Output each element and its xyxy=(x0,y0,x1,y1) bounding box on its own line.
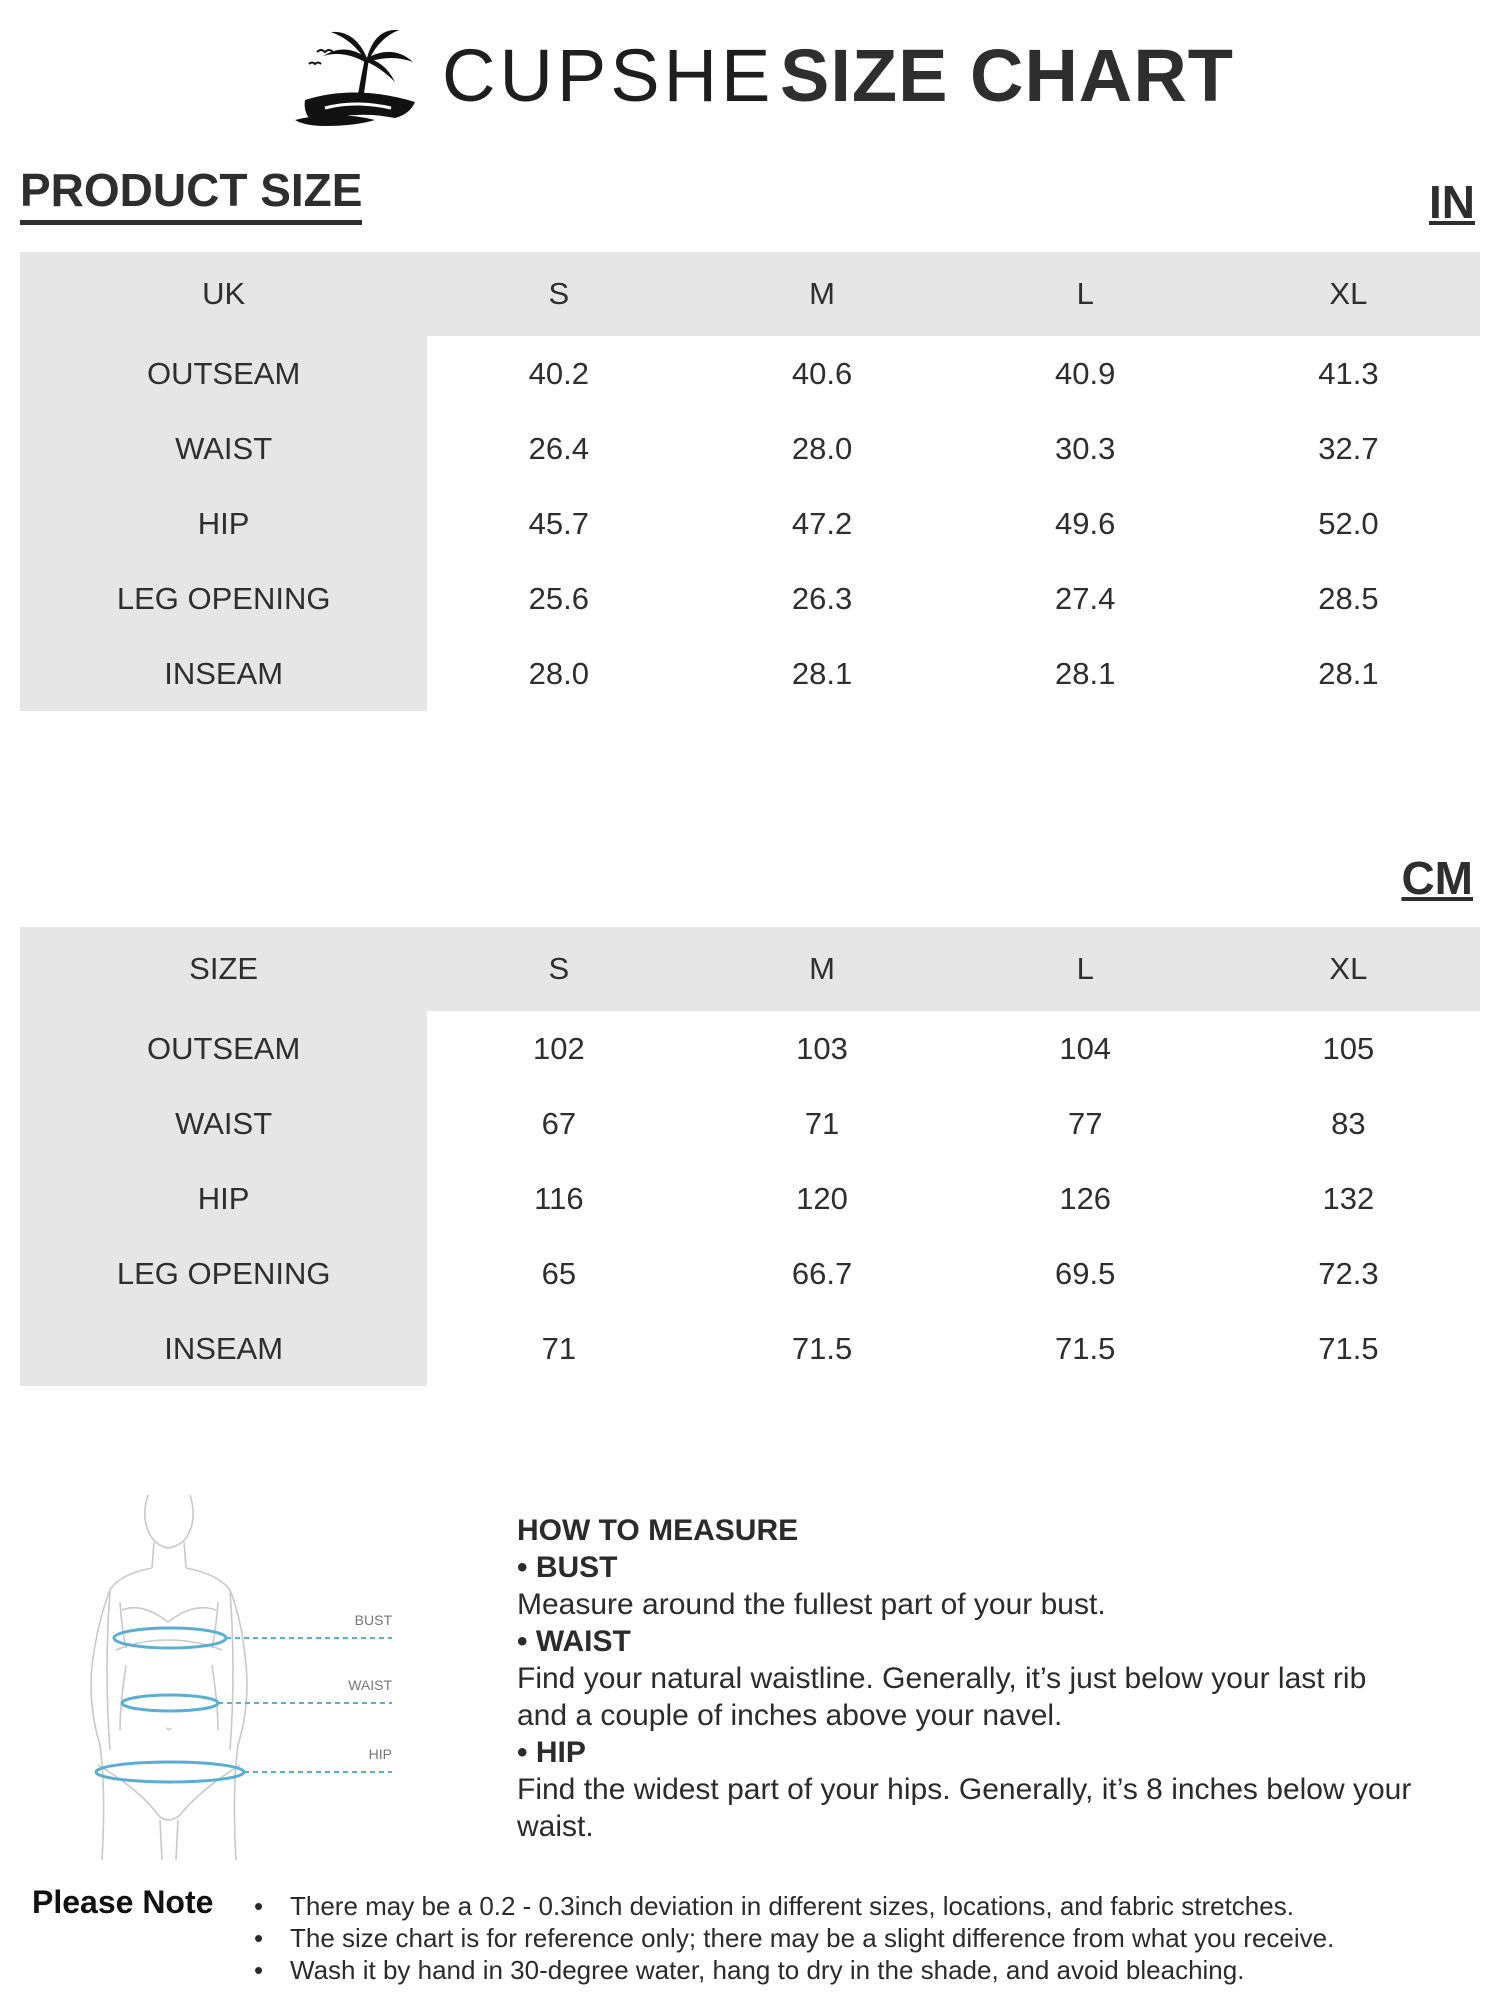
notes-list xyxy=(250,1890,1334,1986)
table-cell: 72.3 xyxy=(1318,1255,1379,1291)
measure-heading-waist: • WAIST xyxy=(517,1625,631,1658)
table-row xyxy=(20,561,1480,636)
measure-heading-hip: • HIP xyxy=(517,1736,586,1769)
table-cell: 116 xyxy=(534,1180,584,1216)
table-cell: 45.7 xyxy=(528,505,590,541)
table-row xyxy=(20,411,1480,486)
palm-island-logo-icon xyxy=(295,22,425,128)
how-to-measure-section xyxy=(517,1512,1417,1845)
table-cell: 28.5 xyxy=(1318,580,1379,616)
measure-text-waist: Find your natural waistline. Generally, it’s just below your last rib and a couple of inches above your navel. xyxy=(517,1662,1367,1732)
table-cell: 26.3 xyxy=(791,580,853,616)
column-header: M xyxy=(690,252,953,336)
table-cell: 30.3 xyxy=(1055,430,1116,466)
table-cell: 104 xyxy=(1059,1030,1112,1066)
table-cell: 71 xyxy=(541,1330,577,1366)
measure-text-hip: Find the widest part of your hips. Generally, it’s 8 inches below your waist. xyxy=(517,1773,1412,1843)
table-row xyxy=(20,1086,1480,1161)
table-cell: 132 xyxy=(1322,1180,1375,1216)
row-label: WAIST xyxy=(20,1086,427,1161)
table-cell: 120 xyxy=(796,1180,848,1216)
table-cell: 71.5 xyxy=(791,1330,853,1366)
size-table-inches xyxy=(20,252,1480,711)
table-cell: 28.0 xyxy=(791,430,853,466)
table-row xyxy=(20,1236,1480,1311)
column-header: XL xyxy=(1217,927,1480,1011)
page-title: SIZE CHART xyxy=(780,34,1234,117)
column-header: L xyxy=(954,927,1217,1011)
table-cell: 52.0 xyxy=(1318,505,1379,541)
table-header-row xyxy=(20,252,1480,336)
table-cell: 47.2 xyxy=(791,505,853,541)
table-cell: 83 xyxy=(1331,1105,1366,1141)
measure-heading-bust: • BUST xyxy=(517,1551,618,1584)
body-measurement-figure xyxy=(80,1490,410,1865)
table-header-row xyxy=(20,927,1480,1011)
table-cell: 26.4 xyxy=(528,430,590,466)
table-cell: 71 xyxy=(804,1105,840,1141)
table-cell: 49.6 xyxy=(1055,505,1116,541)
table-cell: 28.1 xyxy=(1055,655,1116,691)
figure-label-waist: WAIST xyxy=(348,1677,392,1693)
row-label: LEG OPENING xyxy=(20,561,427,636)
measure-text-bust: Measure around the fullest part of your bust. xyxy=(517,1588,1106,1621)
table-cell: 28.0 xyxy=(528,655,590,691)
table-cell: 40.9 xyxy=(1055,355,1116,391)
table-cell: 28.1 xyxy=(1318,655,1379,691)
column-header: M xyxy=(690,927,953,1011)
note-item: • There may be a 0.2 - 0.3inch deviation in different sizes, locations, and fabric stretches. xyxy=(250,1890,1334,1922)
table-cell: 25.6 xyxy=(528,580,590,616)
table-row xyxy=(20,336,1480,411)
table-cell: 105 xyxy=(1322,1030,1375,1066)
table-row xyxy=(20,1161,1480,1236)
table-cell: 65 xyxy=(541,1255,577,1291)
table-cell: 67 xyxy=(541,1105,577,1141)
column-header: L xyxy=(954,252,1217,336)
column-header: SIZE xyxy=(20,927,427,1011)
row-label: WAIST xyxy=(20,411,427,486)
table-row xyxy=(20,1311,1480,1386)
note-item: • The size chart is for reference only; there may be a slight difference from what you receive. xyxy=(250,1922,1334,1954)
row-label: INSEAM xyxy=(20,636,427,711)
figure-label-bust: BUST xyxy=(354,1612,392,1628)
unit-label-cm: CM xyxy=(1401,852,1473,904)
figure-label-hip: HIP xyxy=(368,1746,392,1762)
table-cell: 40.2 xyxy=(528,355,590,391)
row-label: OUTSEAM xyxy=(20,336,427,411)
row-label: HIP xyxy=(20,1161,427,1236)
row-label: OUTSEAM xyxy=(20,1011,427,1086)
table-cell: 41.3 xyxy=(1318,355,1379,391)
row-label: HIP xyxy=(20,486,427,561)
size-table-centimeters xyxy=(20,927,1480,1386)
column-header: S xyxy=(427,927,690,1011)
unit-label-in: IN xyxy=(1429,176,1475,228)
section-heading-product-size: PRODUCT SIZE xyxy=(20,162,362,225)
table-cell: 69.5 xyxy=(1055,1255,1116,1291)
how-to-measure-title: HOW TO MEASURE xyxy=(517,1514,799,1547)
table-cell: 40.6 xyxy=(791,355,853,391)
table-cell: 77 xyxy=(1067,1105,1103,1141)
row-label: INSEAM xyxy=(20,1311,427,1386)
column-header: XL xyxy=(1217,252,1480,336)
table-cell: 66.7 xyxy=(791,1255,853,1291)
table-row xyxy=(20,486,1480,561)
table-cell: 126 xyxy=(1059,1180,1112,1216)
table-cell: 71.5 xyxy=(1318,1330,1379,1366)
column-header: S xyxy=(427,252,690,336)
table-cell: 71.5 xyxy=(1055,1330,1116,1366)
table-cell: 102 xyxy=(532,1030,585,1066)
note-item: • Wash it by hand in 30-degree water, hang to dry in the shade, and avoid bleaching. xyxy=(250,1954,1334,1986)
table-cell: 27.4 xyxy=(1055,580,1116,616)
table-row xyxy=(20,636,1480,711)
table-cell: 28.1 xyxy=(791,655,853,691)
brand-name: CUPSHE xyxy=(442,34,775,117)
table-cell: 32.7 xyxy=(1318,430,1379,466)
table-cell: 103 xyxy=(796,1030,848,1066)
row-label: LEG OPENING xyxy=(20,1236,427,1311)
column-header: UK xyxy=(20,252,427,336)
table-row xyxy=(20,1011,1480,1086)
please-note-title: Please Note xyxy=(32,1884,214,1920)
